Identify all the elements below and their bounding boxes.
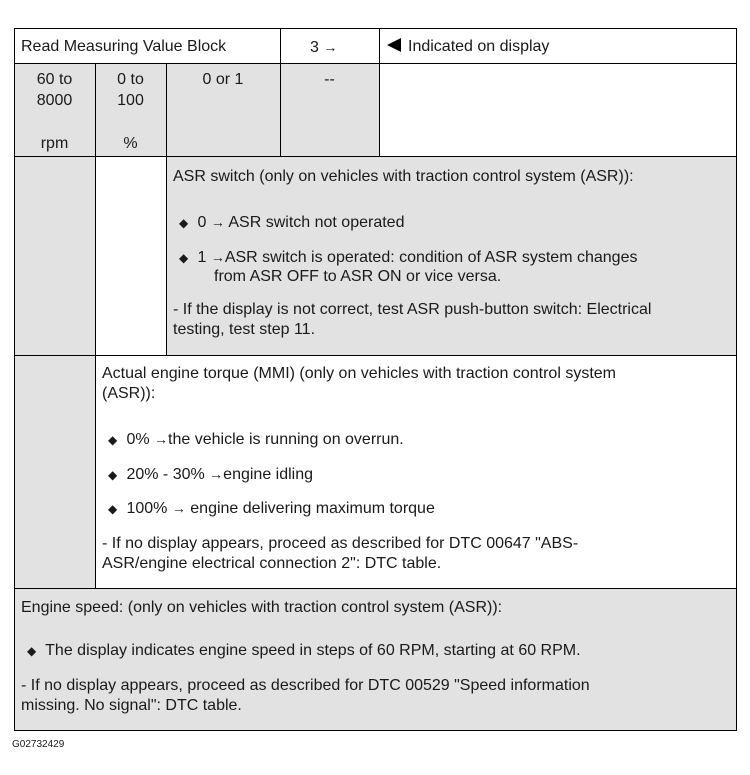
empty-value: --: [324, 71, 335, 88]
arrow-icon: →: [209, 466, 224, 482]
table-rule-2: [14, 156, 736, 157]
table-border-bottom: [14, 730, 736, 731]
asr-section-title: ASR switch (only on vehicles with traction control system (ASR)):: [173, 168, 634, 185]
asr-item-not-operated: [179, 212, 404, 233]
torque-title-line1: Actual engine torque (MMI) (only on vehicles with traction control system: [102, 365, 616, 382]
asr-note-line2: testing, test step 11.: [173, 321, 316, 338]
asr-item2-line2: from ASR OFF to ASR ON or vice versa.: [214, 268, 502, 285]
asr-item2-line1: ASR switch is operated: condition of ASR system changes: [224, 249, 638, 266]
bullet-icon: ◆: [108, 502, 118, 516]
asr-item1-prefix: 0: [197, 214, 207, 231]
table-col-divider-3: [379, 28, 380, 156]
percent-range-line2: 100: [117, 92, 144, 109]
percent-range-line1: 0 to: [117, 71, 144, 88]
table-rule-3: [14, 355, 736, 356]
bullet-icon: ◆: [108, 468, 118, 482]
bullet-icon: ◆: [179, 216, 189, 230]
table-rule-1: [14, 63, 736, 64]
torque-note-line1: - If no display appears, proceed as described for DTC 00647 "ABS-: [102, 535, 579, 552]
asr-item2-prefix: 1: [197, 249, 207, 266]
bullet-icon: ◆: [27, 644, 37, 658]
torque-item1-text: the vehicle is running on overrun.: [168, 431, 404, 448]
asr-item-operated: [179, 247, 637, 268]
torque-item3-text: engine delivering maximum torque: [190, 500, 435, 517]
switch-range: 0 or 1: [202, 71, 244, 88]
rpm-unit: rpm: [40, 135, 69, 152]
speed-item1-text: The display indicates engine speed in steps of 60 RPM, starting at 60 RPM.: [45, 642, 581, 659]
torque-row-shaded-left: [14, 355, 95, 588]
torque-item-idling: [108, 464, 313, 485]
table-border-right: [736, 28, 737, 731]
torque-item2-text: engine idling: [223, 466, 314, 483]
bullet-icon: ◆: [108, 433, 118, 447]
speed-section-title: Engine speed: (only on vehicles with traction control system (ASR)):: [21, 599, 503, 616]
display-pointer-icon: [387, 38, 401, 52]
block-number-value: 3: [310, 39, 319, 56]
arrow-icon: →: [210, 249, 225, 265]
rpm-range-line2: 8000: [36, 92, 73, 109]
percent-unit: %: [123, 135, 138, 152]
block-arrow-icon: →: [323, 39, 338, 55]
asr-note-line1: - If the display is not correct, test ASR push-button switch: Electrical: [173, 301, 652, 318]
table-col-divider-2: [166, 63, 167, 356]
arrow-icon: →: [154, 431, 169, 447]
table-rule-4: [14, 588, 736, 589]
header-title: Read Measuring Value Block: [21, 38, 227, 55]
torque-item2-prefix: 20% - 30%: [126, 466, 205, 483]
asr-item1-text: ASR switch not operated: [228, 214, 405, 231]
torque-item1-prefix: 0%: [126, 431, 150, 448]
arrow-icon: →: [171, 500, 186, 516]
header-col-divider-1: [280, 28, 281, 63]
speed-note-line1: - If no display appears, proceed as described for DTC 00529 "Speed information: [21, 677, 590, 694]
arrow-icon: →: [210, 214, 225, 230]
speed-item-steps: [27, 641, 581, 661]
indicated-label: Indicated on display: [408, 38, 550, 55]
figure-code: G02732429: [12, 739, 65, 750]
table-border-top: [14, 28, 736, 29]
torque-note-line2: ASR/engine electrical connection 2": DTC table.: [102, 555, 442, 572]
block-number: [310, 37, 337, 58]
torque-item-maximum: [108, 498, 435, 519]
torque-title-line2: (ASR)):: [102, 385, 156, 402]
asr-row-shaded-left: [14, 156, 95, 355]
torque-item3-prefix: 100%: [126, 500, 168, 517]
speed-note-line2: missing. No signal": DTC table.: [21, 697, 242, 714]
rpm-range-line1: 60 to: [36, 71, 73, 88]
torque-item-overrun: [108, 429, 404, 450]
bullet-icon: ◆: [179, 251, 189, 265]
